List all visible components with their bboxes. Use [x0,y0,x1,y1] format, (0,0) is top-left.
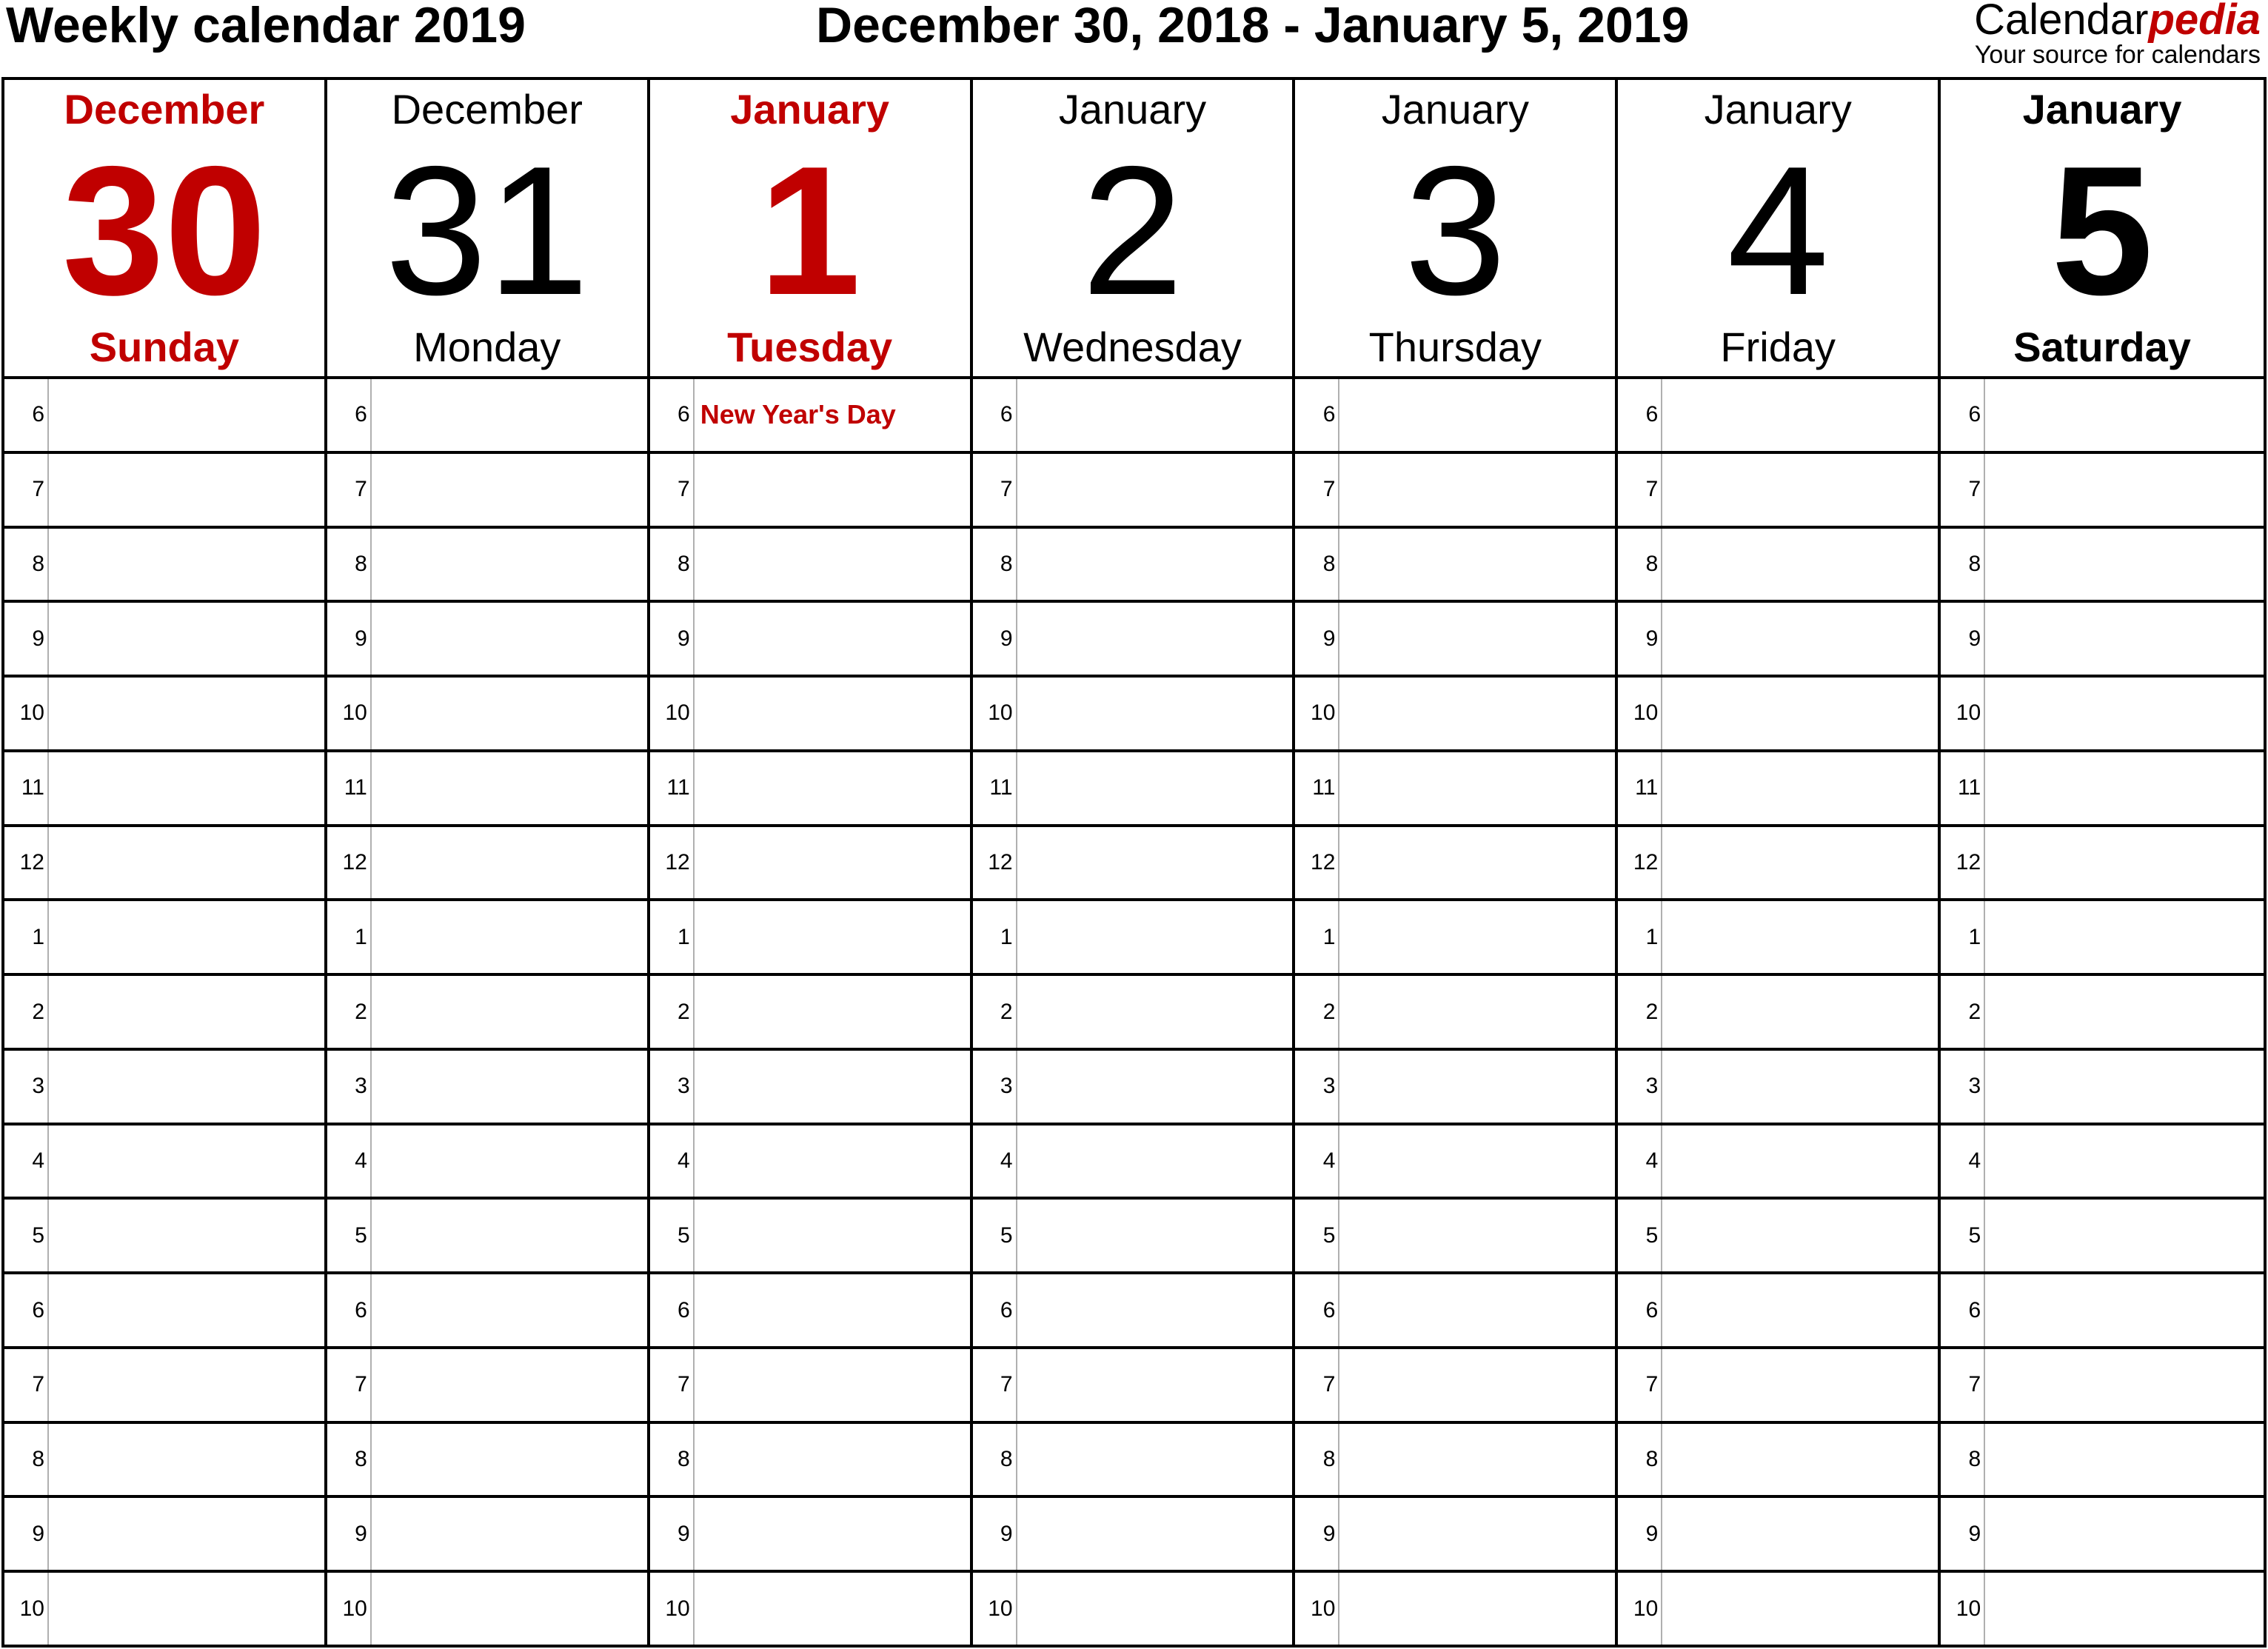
hour-slot[interactable] [1941,976,2264,1051]
hour-label: 10 [650,1573,695,1645]
hour-slot[interactable] [650,901,970,976]
hour-label: 9 [327,1498,372,1570]
hour-slot[interactable] [1295,901,1615,976]
week-grid [1,77,2267,1648]
hour-slot[interactable] [1618,827,1938,902]
hour-slot[interactable] [327,827,647,902]
day-header [973,80,1293,379]
hour-slot[interactable] [1941,529,2264,603]
hour-label: 1 [1618,901,1662,973]
hour-label: 2 [1941,976,1985,1048]
hour-label: 10 [1618,1573,1662,1645]
hour-slot[interactable] [327,1424,647,1499]
hour-slot[interactable] [650,454,970,529]
hour-slots [650,379,970,1645]
hour-label: 8 [650,529,695,601]
hour-label: 7 [327,454,372,526]
day-header [1618,80,1938,379]
day-month-name: January [1381,86,1529,133]
hour-slot[interactable] [4,827,324,902]
hour-slot[interactable] [1618,976,1938,1051]
hour-label: 1 [1295,901,1339,973]
hour-slot[interactable] [1618,752,1938,827]
hour-slot[interactable] [1941,901,2264,976]
hour-slot[interactable] [1618,1125,1938,1200]
hour-slot[interactable] [650,1051,970,1125]
hour-slot[interactable] [327,1051,647,1125]
hour-label: 6 [1618,1274,1662,1346]
hour-slot[interactable] [4,379,324,454]
day-number: 4 [1727,127,1830,333]
hour-slot[interactable] [1295,1274,1615,1349]
day-header [1941,80,2264,379]
day-number: 1 [758,127,861,333]
hour-slot[interactable] [1618,603,1938,678]
hour-label: 12 [1618,827,1662,899]
hour-slot[interactable] [1295,1573,1615,1645]
hour-slot[interactable] [4,678,324,752]
hour-label: 11 [1618,752,1662,824]
hour-label: 2 [1618,976,1662,1048]
hour-slot[interactable] [973,1051,1293,1125]
hour-label: 8 [1941,529,1985,601]
hour-slot[interactable] [650,827,970,902]
hour-slot[interactable] [1618,1349,1938,1424]
hour-slot[interactable] [1941,1573,2264,1645]
brand-name-main: Calendar [1974,0,2149,44]
hour-label: 7 [650,1349,695,1421]
hour-slot[interactable] [973,976,1293,1051]
hour-label: 2 [327,976,372,1048]
hour-slot[interactable] [973,1274,1293,1349]
hour-slot[interactable] [1941,1424,2264,1499]
hour-slot[interactable] [973,379,1293,454]
hour-label: 5 [4,1200,49,1271]
hour-label: 1 [650,901,695,973]
hour-label: 3 [1618,1051,1662,1123]
hour-slot[interactable] [973,1200,1293,1274]
hour-label: 3 [1941,1051,1985,1123]
day-weekday-name: Sunday [89,324,240,370]
hour-label: 6 [1295,379,1339,451]
hour-slot[interactable] [973,1349,1293,1424]
hour-slots [4,379,324,1645]
hour-label: 1 [327,901,372,973]
day-number: 30 [61,127,267,333]
hour-slot[interactable] [973,1573,1293,1645]
hour-slot[interactable] [327,1573,647,1645]
hour-slot[interactable] [1618,1573,1938,1645]
hour-label: 10 [1295,1573,1339,1645]
hour-label: 11 [973,752,1017,824]
hour-label: 8 [973,529,1017,601]
hour-slot[interactable] [327,1498,647,1573]
day-weekday-name: Thursday [1368,324,1542,370]
day-column [973,80,1296,1645]
hour-slot[interactable] [1295,678,1615,752]
day-weekday-name: Tuesday [727,324,893,370]
hour-slot[interactable] [4,976,324,1051]
hour-slot[interactable] [650,1424,970,1499]
hour-label: 10 [1618,678,1662,749]
hour-label: 5 [973,1200,1017,1271]
hour-label: 4 [327,1125,372,1197]
hour-slot[interactable] [650,1349,970,1424]
hour-label: 3 [650,1051,695,1123]
hour-slots [1941,379,2264,1645]
hour-label: 5 [1941,1200,1985,1271]
hour-slot[interactable] [1618,454,1938,529]
hour-slots [973,379,1293,1645]
hour-label: 1 [4,901,49,973]
hour-slot[interactable] [1941,1349,2264,1424]
hour-label: 6 [1295,1274,1339,1346]
hour-slot[interactable] [327,752,647,827]
hour-slot[interactable] [650,1498,970,1573]
day-column [650,80,973,1645]
hour-slot[interactable] [1295,976,1615,1051]
hour-slot[interactable] [1941,1498,2264,1573]
hour-label: 11 [1295,752,1339,824]
hour-label: 4 [973,1125,1017,1197]
day-column [1618,80,1941,1645]
hour-slot[interactable] [327,454,647,529]
hour-slot[interactable] [1295,1349,1615,1424]
day-header [1295,80,1615,379]
hour-label: 5 [1295,1200,1339,1271]
hour-slot[interactable] [973,603,1293,678]
hour-label: 9 [1941,603,1985,675]
hour-slot[interactable] [973,454,1293,529]
hour-slot[interactable] [4,1424,324,1499]
hour-label: 10 [650,678,695,749]
hour-slot[interactable] [327,529,647,603]
hour-slot[interactable] [1295,1051,1615,1125]
hour-label: 4 [650,1125,695,1197]
hour-slot[interactable] [1295,1424,1615,1499]
hour-label: 10 [4,678,49,749]
hour-label: 8 [327,529,372,601]
day-weekday-name: Wednesday [1023,324,1242,370]
day-month-name: January [1704,86,1852,133]
hour-label: 12 [650,827,695,899]
hour-label: 8 [4,1424,49,1496]
hour-slot[interactable] [4,1125,324,1200]
hour-label: 6 [1941,379,1985,451]
page-title: Weekly calendar 2019 [6,0,526,53]
hour-label: 8 [650,1424,695,1496]
hour-slot[interactable] [1295,827,1615,902]
hour-slots [1618,379,1938,1645]
day-header [327,80,647,379]
day-weekday-name: Monday [413,324,561,370]
hour-label: 6 [973,1274,1017,1346]
day-number: 31 [384,127,589,333]
day-number: 2 [1081,127,1184,333]
day-number: 5 [2051,127,2154,333]
hour-label: 4 [4,1125,49,1197]
hour-label: 12 [973,827,1017,899]
hour-label: 10 [1295,678,1339,749]
hour-label: 9 [650,1498,695,1570]
hour-slot[interactable] [4,901,324,976]
hour-label: 11 [327,752,372,824]
hour-slot[interactable] [1295,379,1615,454]
hour-slot[interactable] [1295,529,1615,603]
hour-slot[interactable] [1941,752,2264,827]
hour-label: 1 [1941,901,1985,973]
hour-label: 5 [1618,1200,1662,1271]
hour-label: 2 [650,976,695,1048]
hour-slot[interactable] [1941,1200,2264,1274]
hour-label: 10 [4,1573,49,1645]
hour-slot[interactable] [1618,1424,1938,1499]
hour-label: 12 [4,827,49,899]
hour-slot[interactable] [650,1573,970,1645]
hour-label: 8 [1618,1424,1662,1496]
hour-slot[interactable] [1295,603,1615,678]
hour-slot[interactable] [327,1125,647,1200]
hour-slot[interactable] [1618,1274,1938,1349]
hour-label: 9 [650,603,695,675]
hour-label: 3 [327,1051,372,1123]
day-month-name: January [1058,86,1207,133]
day-column [4,80,327,1645]
hour-label: 3 [1295,1051,1339,1123]
hour-label: 4 [1295,1125,1339,1197]
hour-slot[interactable] [1295,454,1615,529]
hour-label: 12 [1941,827,1985,899]
hour-label: 10 [1941,678,1985,749]
hour-label: 9 [1295,603,1339,675]
hour-slot[interactable] [973,678,1293,752]
hour-label: 12 [1295,827,1339,899]
day-column [327,80,650,1645]
hour-slot[interactable] [1618,901,1938,976]
hour-slot[interactable] [1941,454,2264,529]
hour-label: 3 [4,1051,49,1123]
hour-label: 8 [1295,1424,1339,1496]
hour-slot[interactable] [1941,379,2264,454]
hour-slot[interactable] [650,379,970,454]
hour-label: 4 [1618,1125,1662,1197]
hour-slot[interactable] [1618,1200,1938,1274]
hour-slot[interactable] [973,827,1293,902]
hour-label: 6 [973,379,1017,451]
day-column [1941,80,2264,1645]
hour-label: 7 [650,454,695,526]
hour-slots [1295,379,1615,1645]
hour-label: 6 [4,379,49,451]
hour-label: 9 [973,1498,1017,1570]
hour-slot[interactable] [327,1274,647,1349]
hour-label: 9 [327,603,372,675]
hour-slot[interactable] [327,1349,647,1424]
hour-slot[interactable] [1618,678,1938,752]
day-header [650,80,970,379]
day-month-name: December [64,86,265,133]
hour-label: 9 [4,603,49,675]
hour-slot[interactable] [1941,678,2264,752]
hour-label: 6 [1618,379,1662,451]
hour-slot[interactable] [4,1498,324,1573]
hour-slot[interactable] [650,976,970,1051]
hour-label: 6 [650,1274,695,1346]
hour-label: 7 [1618,1349,1662,1421]
brand-tagline: Your source for calendars [1974,41,2261,69]
day-weekday-name: Friday [1720,324,1836,370]
hour-label: 7 [4,1349,49,1421]
hour-slot[interactable] [1295,1200,1615,1274]
hour-label: 10 [327,678,372,749]
hour-slot[interactable] [4,1051,324,1125]
hour-label: 8 [1941,1424,1985,1496]
hour-slot[interactable] [4,529,324,603]
hour-label: 5 [327,1200,372,1271]
hour-slot[interactable] [650,1200,970,1274]
hour-label: 11 [1941,752,1985,824]
hour-slot[interactable] [327,603,647,678]
hour-slot[interactable] [1941,827,2264,902]
hour-label: 8 [327,1424,372,1496]
hour-label: 9 [1941,1498,1985,1570]
hour-slot[interactable] [650,678,970,752]
hour-slot[interactable] [973,1125,1293,1200]
hour-slot[interactable] [4,1349,324,1424]
hour-slot[interactable] [1618,1498,1938,1573]
day-month-name: January [730,86,890,133]
hour-label: 7 [327,1349,372,1421]
day-column [1295,80,1618,1645]
day-weekday-name: Saturday [2013,324,2191,370]
hour-label: 7 [1295,454,1339,526]
hour-label: 7 [1295,1349,1339,1421]
hour-slot[interactable] [1618,379,1938,454]
holiday-note: New Year's Day [700,399,896,430]
hour-slot[interactable] [650,529,970,603]
hour-slot[interactable] [327,976,647,1051]
hour-label: 9 [1618,1498,1662,1570]
hour-label: 9 [973,603,1017,675]
hour-label: 3 [973,1051,1017,1123]
hour-label: 11 [650,752,695,824]
brand-logo [1974,0,2261,70]
hour-slot[interactable] [1295,1498,1615,1573]
hour-slot[interactable] [1941,1051,2264,1125]
hour-label: 7 [1941,454,1985,526]
hour-label: 12 [327,827,372,899]
hour-label: 7 [1941,1349,1985,1421]
hour-label: 8 [1295,529,1339,601]
day-month-name: December [391,86,583,133]
hour-label: 7 [973,454,1017,526]
hour-slot[interactable] [973,529,1293,603]
hour-slot[interactable] [1618,529,1938,603]
hour-slot[interactable] [4,1573,324,1645]
hour-slot[interactable] [327,1200,647,1274]
day-header [4,80,324,379]
hour-label: 7 [973,1349,1017,1421]
hour-slot[interactable] [973,1424,1293,1499]
hour-slot[interactable] [650,603,970,678]
hour-slot[interactable] [1295,1125,1615,1200]
hour-label: 2 [973,976,1017,1048]
hour-slot[interactable] [1941,1274,2264,1349]
day-month-name: January [2022,86,2182,133]
hour-label: 2 [4,976,49,1048]
hour-slot[interactable] [650,1274,970,1349]
day-number: 3 [1404,127,1507,333]
hour-label: 10 [973,678,1017,749]
hour-label: 7 [4,454,49,526]
hour-label: 6 [4,1274,49,1346]
week-date-range: December 30, 2018 - January 5, 2019 [816,0,1690,53]
hour-label: 9 [1295,1498,1339,1570]
hour-slot[interactable] [4,1274,324,1349]
hour-label: 7 [1618,454,1662,526]
hour-label: 9 [1618,603,1662,675]
hour-label: 11 [4,752,49,824]
brand-name [1974,0,2261,44]
hour-slot[interactable] [650,752,970,827]
brand-name-accent: pedia [2148,0,2261,44]
hour-label: 10 [973,1573,1017,1645]
hour-slot[interactable] [4,603,324,678]
hour-label: 10 [327,1573,372,1645]
hour-label: 1 [973,901,1017,973]
hour-label: 10 [1941,1573,1985,1645]
hour-slot[interactable] [650,1125,970,1200]
hour-slot[interactable] [1941,603,2264,678]
hour-label: 6 [1941,1274,1985,1346]
hour-label: 9 [4,1498,49,1570]
hour-slot[interactable] [973,1498,1293,1573]
hour-slots [327,379,647,1645]
hour-slot[interactable] [1941,1125,2264,1200]
page-header [0,0,2268,77]
hour-label: 6 [327,379,372,451]
hour-label: 5 [650,1200,695,1271]
hour-label: 8 [1618,529,1662,601]
hour-slot[interactable] [1618,1051,1938,1125]
hour-slot[interactable] [973,901,1293,976]
hour-slot[interactable] [327,678,647,752]
hour-label: 2 [1295,976,1339,1048]
hour-slot[interactable] [327,379,647,454]
hour-label: 8 [973,1424,1017,1496]
hour-slot[interactable] [327,901,647,976]
hour-slot[interactable] [4,1200,324,1274]
hour-label: 8 [4,529,49,601]
hour-label: 6 [327,1274,372,1346]
hour-slot[interactable] [4,752,324,827]
hour-label: 6 [650,379,695,451]
hour-label: 4 [1941,1125,1985,1197]
hour-slot[interactable] [973,752,1293,827]
hour-slot[interactable] [1295,752,1615,827]
hour-slot[interactable] [4,454,324,529]
